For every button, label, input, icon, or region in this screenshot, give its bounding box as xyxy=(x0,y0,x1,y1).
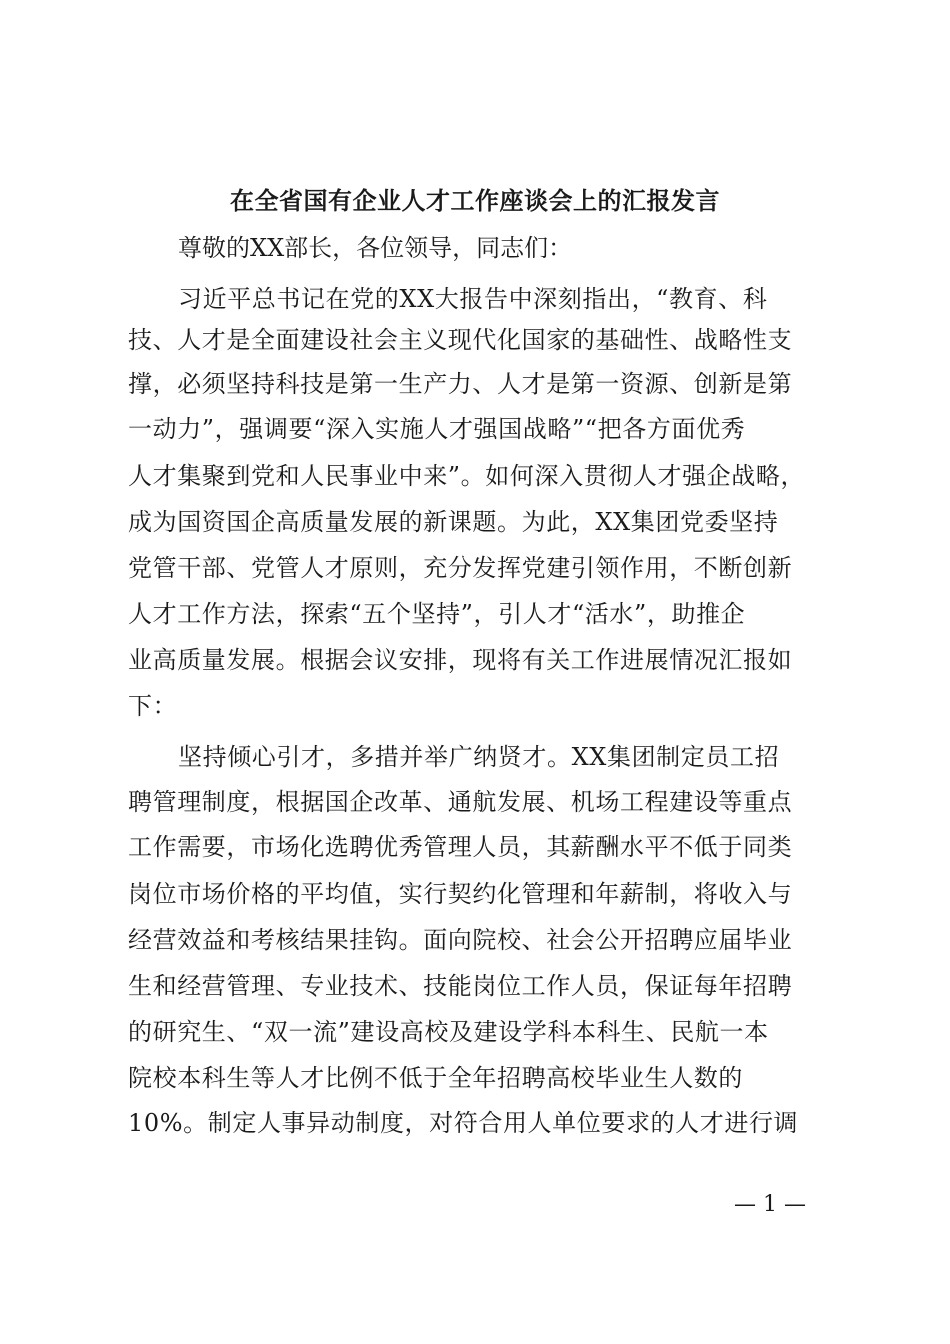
paragraph-line: 坚持倾心引才，多措并举广纳贤才。XX集团制定员工招 xyxy=(178,743,780,771)
paragraph-line: 业高质量发展。根据会议安排，现将有关工作进展情况汇报如 xyxy=(128,646,793,674)
page-number: — 1 — xyxy=(734,1192,806,1217)
paragraph-line: 聘管理制度，根据国企改革、通航发展、机场工程建设等重点 xyxy=(128,788,793,816)
paragraph-line: 人才集聚到党和人民事业中来”。如何深入贯彻人才强企战略， xyxy=(128,462,806,490)
paragraph-line: 技、人才是全面建设社会主义现代化国家的基础性、战略性支 xyxy=(128,326,793,354)
paragraph-line: 院校本科生等人才比例不低于全年招聘高校毕业生人数的 xyxy=(128,1064,743,1092)
paragraph-line: 人才工作方法，探索“五个坚持”，引人才“活水”，助推企 xyxy=(128,600,746,628)
paragraph-line: 工作需要，市场化选聘优秀管理人员，其薪酬水平不低于同类 xyxy=(128,833,793,861)
paragraph-line: 撑，必须坚持科技是第一生产力、人才是第一资源、创新是第 xyxy=(128,370,793,398)
paragraph-line: 10%。制定人事异动制度，对符合用人单位要求的人才进行调 xyxy=(128,1109,799,1137)
paragraph-line: 一动力”，强调要“深入实施人才强国战略”“把各方面优秀 xyxy=(128,415,746,443)
document-title: 在全省国有企业人才工作座谈会上的汇报发言 xyxy=(230,186,720,215)
paragraph-line: 习近平总书记在党的XX大报告中深刻指出，“教育、科 xyxy=(178,285,768,313)
paragraph-line: 岗位市场价格的平均值，实行契约化管理和年薪制，将收入与 xyxy=(128,880,793,908)
paragraph-line: 的研究生、“双一流”建设高校及建设学科本科生、民航一本 xyxy=(128,1018,769,1046)
salutation: 尊敬的XX部长，各位领导，同志们： xyxy=(178,234,573,262)
paragraph-line: 党管干部、党管人才原则，充分发挥党建引领作用，不断创新 xyxy=(128,554,793,582)
paragraph-line: 成为国资国企高质量发展的新课题。为此，XX集团党委坚持 xyxy=(128,508,779,536)
paragraph-line: 经营效益和考核结果挂钩。面向院校、社会公开招聘应届毕业 xyxy=(128,926,793,954)
paragraph-line: 生和经营管理、专业技术、技能岗位工作人员，保证每年招聘 xyxy=(128,972,793,1000)
paragraph-line: 下： xyxy=(128,692,178,720)
